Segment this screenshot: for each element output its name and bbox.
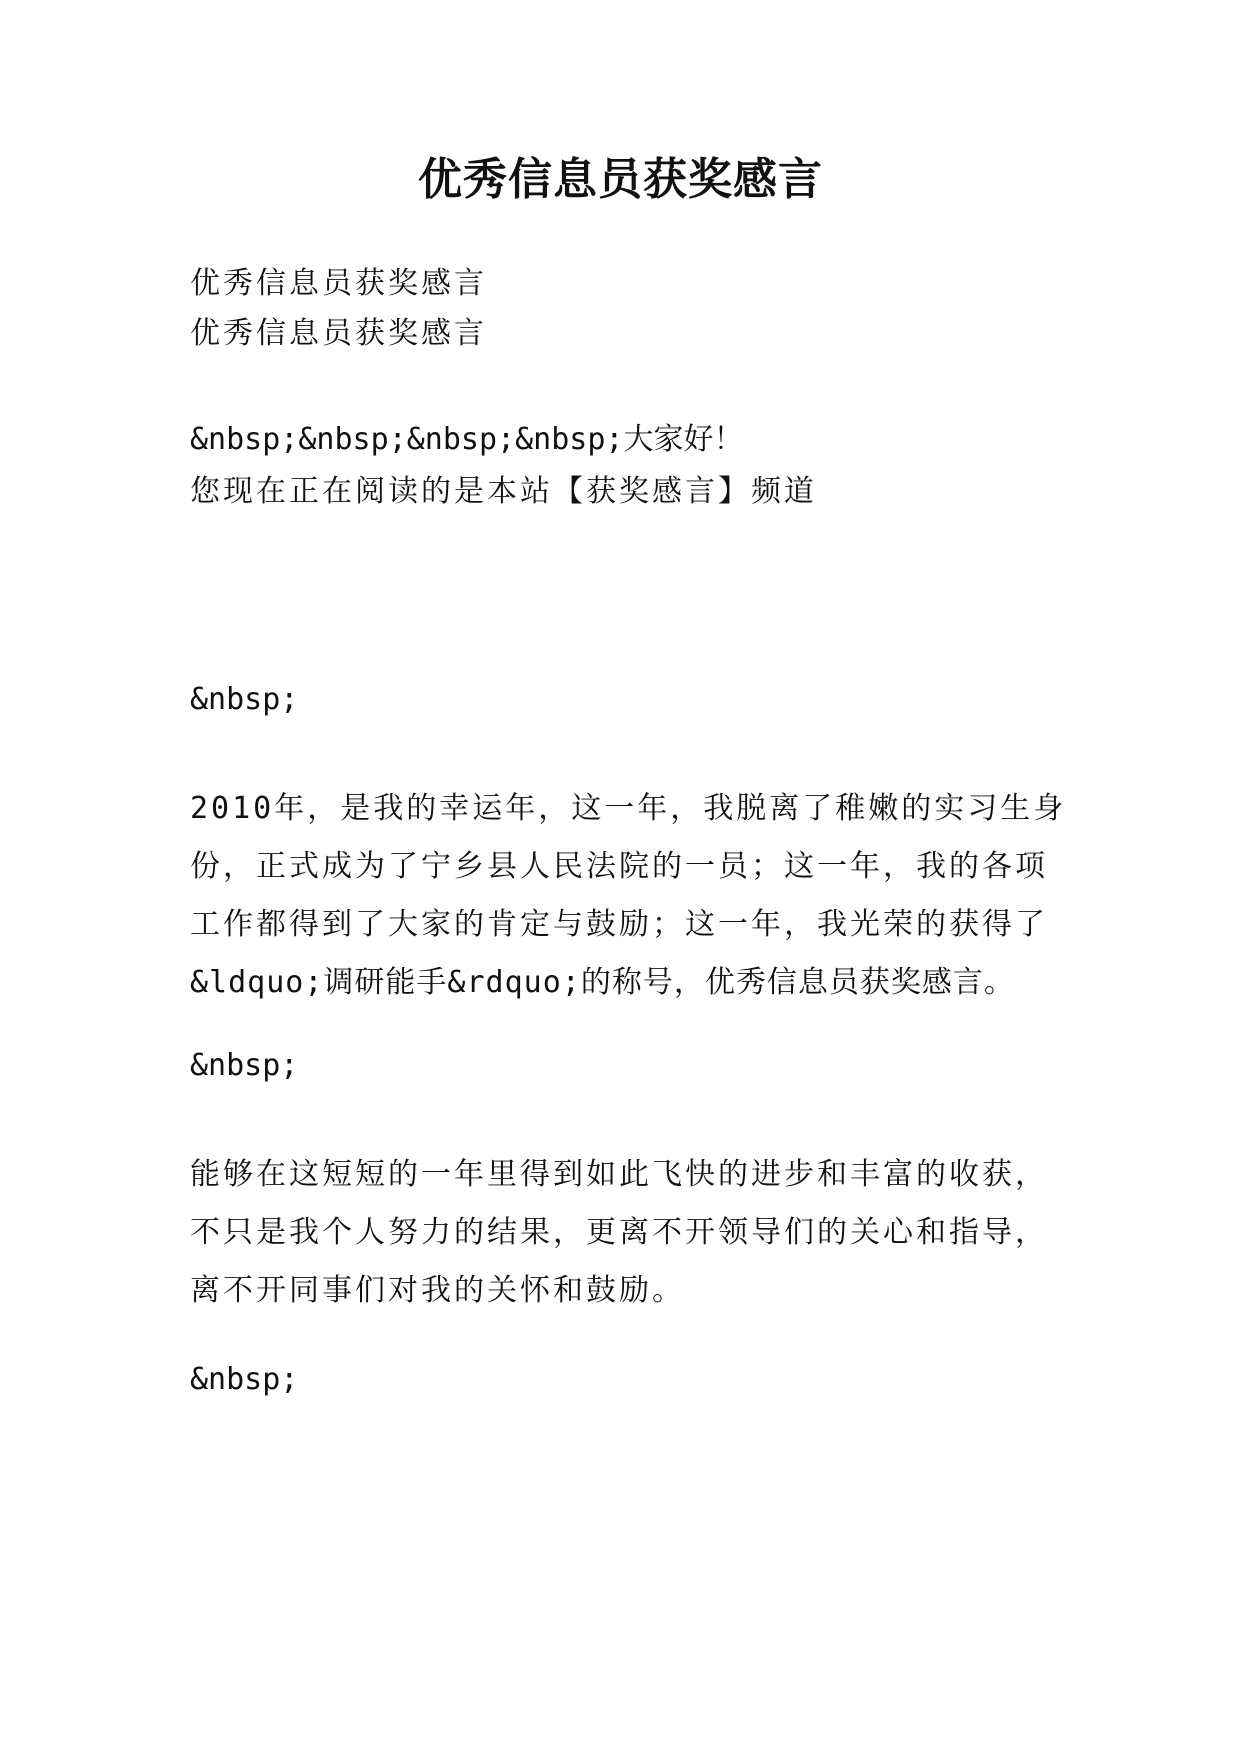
paragraph-line: 能够在这短短的一年里得到如此飞快的进步和丰富的收获， xyxy=(190,1157,1048,1192)
paragraph-line: 工作都得到了大家的肯定与鼓励；这一年，我光荣的获得了 xyxy=(190,907,1048,942)
nbsp-line: &nbsp; xyxy=(190,682,299,717)
subtitle-line: 优秀信息员获奖感言 xyxy=(190,266,487,301)
paragraph-1 xyxy=(190,780,1090,1012)
paragraph-line: 份，正式成为了宁乡县人民法院的一员；这一年，我的各项 xyxy=(190,849,1048,884)
nbsp-line: &nbsp; xyxy=(190,1362,299,1397)
paragraph-line: &ldquo;调研能手&rdquo;的称号，优秀信息员获奖感言。 xyxy=(190,965,1015,1000)
paragraph-2 xyxy=(190,1146,1090,1320)
paragraph-line: 不只是我个人努力的结果，更离不开领导们的关心和指导， xyxy=(190,1215,1048,1250)
subtitle-line: 优秀信息员获奖感言 xyxy=(190,316,487,351)
document-title: 优秀信息员获奖感言 xyxy=(418,154,823,205)
nbsp-line: &nbsp; xyxy=(190,1048,299,1083)
paragraph-line: 2010年，是我的幸运年，这一年，我脱离了稚嫩的实习生身 xyxy=(190,791,1067,826)
channel-notice: 您现在正在阅读的是本站【获奖感言】频道 xyxy=(190,474,817,509)
greeting-line: &nbsp;&nbsp;&nbsp;&nbsp;大家好！ xyxy=(190,422,744,457)
paragraph-line: 离不开同事们对我的关怀和鼓励。 xyxy=(190,1273,685,1308)
